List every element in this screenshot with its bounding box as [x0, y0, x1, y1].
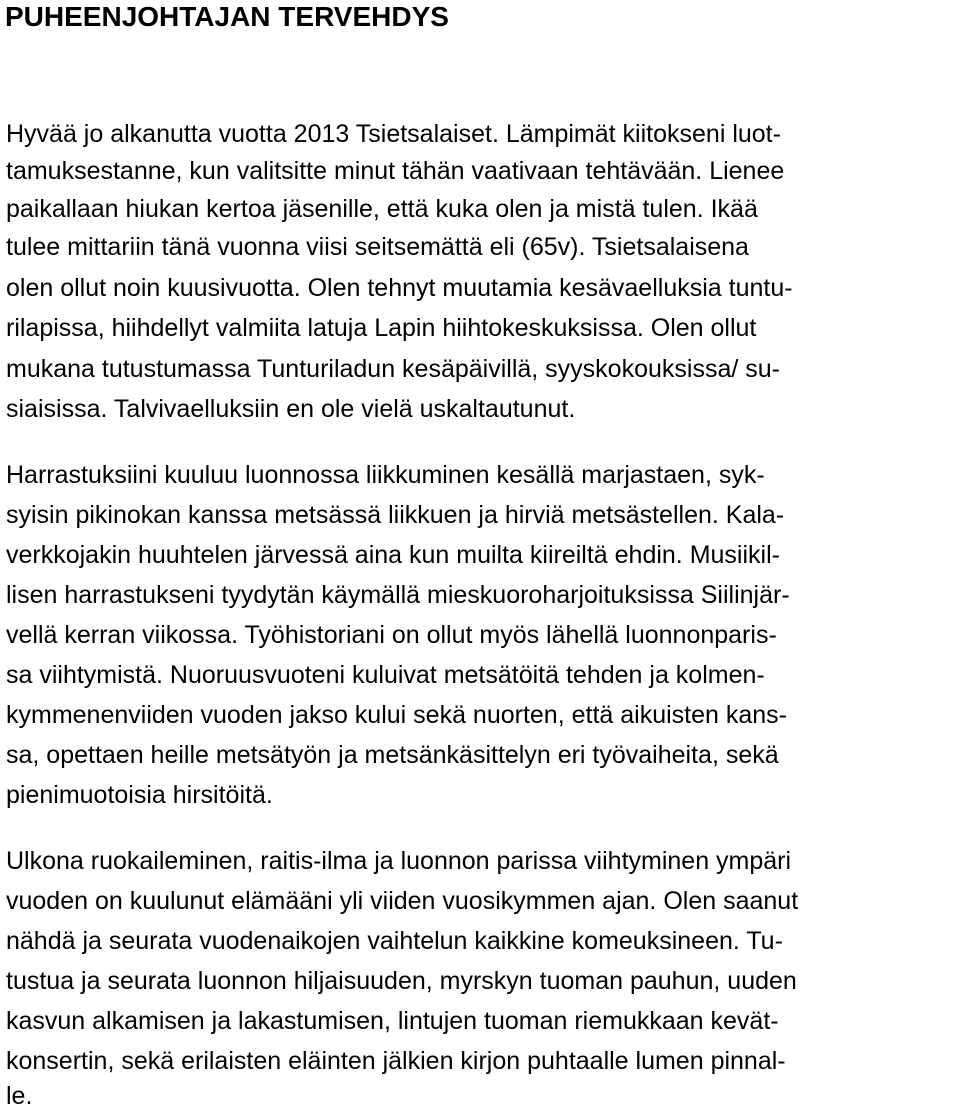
- paragraph-3-line-1: Ulkona ruokaileminen, raitis-ilma ja luonnon parissa viihtyminen ympäri: [6, 847, 792, 875]
- paragraph-3-line-5: kasvun alkamisen ja lakastumisen, lintujen tuoman riemukkaan kevät-: [6, 1007, 779, 1035]
- paragraph-2-line-1: Harrastuksiini kuuluu luonnossa liikkuminen kesällä marjastaen, syk-: [6, 461, 765, 489]
- paragraph-2-line-6: sa viihtymistä. Nuoruusvuoteni kuluivat metsätöitä tehden ja kolmen-: [6, 661, 765, 689]
- paragraph-2-line-2: syisin pikinokan kanssa metsässä liikkuen ja hirviä metsästellen. Kala-: [6, 501, 785, 529]
- paragraph-1-line-6: rilapissa, hiihdellyt valmiita latuja Lapin hiihtokeskuksissa. Olen ollut: [6, 314, 757, 342]
- paragraph-1-line-5: olen ollut noin kuusivuotta. Olen tehnyt muutamia kesävaelluksia tuntu-: [6, 274, 793, 302]
- paragraph-3-line-6: konsertin, sekä erilaisten eläinten jälkien kirjon puhtaalle lumen pinnal-: [6, 1047, 786, 1075]
- paragraph-1-line-3: paikallaan hiukan kertoa jäsenille, että kuka olen ja mistä tulen. Ikää: [6, 195, 758, 223]
- paragraph-2-line-3: verkkojakin huuhtelen järvessä aina kun muilta kiireiltä ehdin. Musiikil-: [6, 541, 780, 569]
- paragraph-2-line-9: pienimuotoisia hirsitöitä.: [6, 781, 273, 809]
- paragraph-2-line-8: sa, opettaen heille metsätyön ja metsänkäsittelyn eri työvaiheita, sekä: [6, 741, 779, 769]
- page-title: PUHEENJOHTAJAN TERVEHDYS: [5, 1, 449, 32]
- paragraph-3-line-2: vuoden on kuulunut elämääni yli viiden vuosikymmen ajan. Olen saanut: [6, 887, 799, 915]
- paragraph-3-line-7: le.: [6, 1082, 33, 1110]
- paragraph-1-line-7: mukana tutustumassa Tunturiladun kesäpäivillä, syyskokouksissa/ su-: [6, 355, 780, 383]
- paragraph-3-line-3: nähdä ja seurata vuodenaikojen vaihtelun kaikkine komeuksineen. Tu-: [6, 927, 783, 955]
- paragraph-2-line-7: kymmenenviiden vuoden jakso kului sekä nuorten, että aikuisten kans-: [6, 701, 787, 729]
- paragraph-1-line-1: Hyvää jo alkanutta vuotta 2013 Tsietsalaiset. Lämpimät kiitokseni luot-: [6, 120, 781, 148]
- paragraph-2-line-5: vellä kerran viikossa. Työhistoriani on ollut myös lähellä luonnonparis-: [6, 621, 777, 649]
- paragraph-1-line-8: siaisissa. Talvivaelluksiin en ole vielä uskaltautunut.: [6, 395, 576, 423]
- paragraph-1-line-4: tulee mittariin tänä vuonna viisi seitsemättä eli (65v). Tsietsalaisena: [6, 233, 749, 261]
- paragraph-3-line-4: tustua ja seurata luonnon hiljaisuuden, myrskyn tuoman pauhun, uuden: [6, 967, 797, 995]
- paragraph-1-line-2: tamuksestanne, kun valitsitte minut tähän vaativaan tehtävään. Lienee: [6, 157, 785, 185]
- paragraph-2-line-4: lisen harrastukseni tyydytän käymällä mieskuoroharjoituksissa Siilinjär-: [6, 581, 790, 609]
